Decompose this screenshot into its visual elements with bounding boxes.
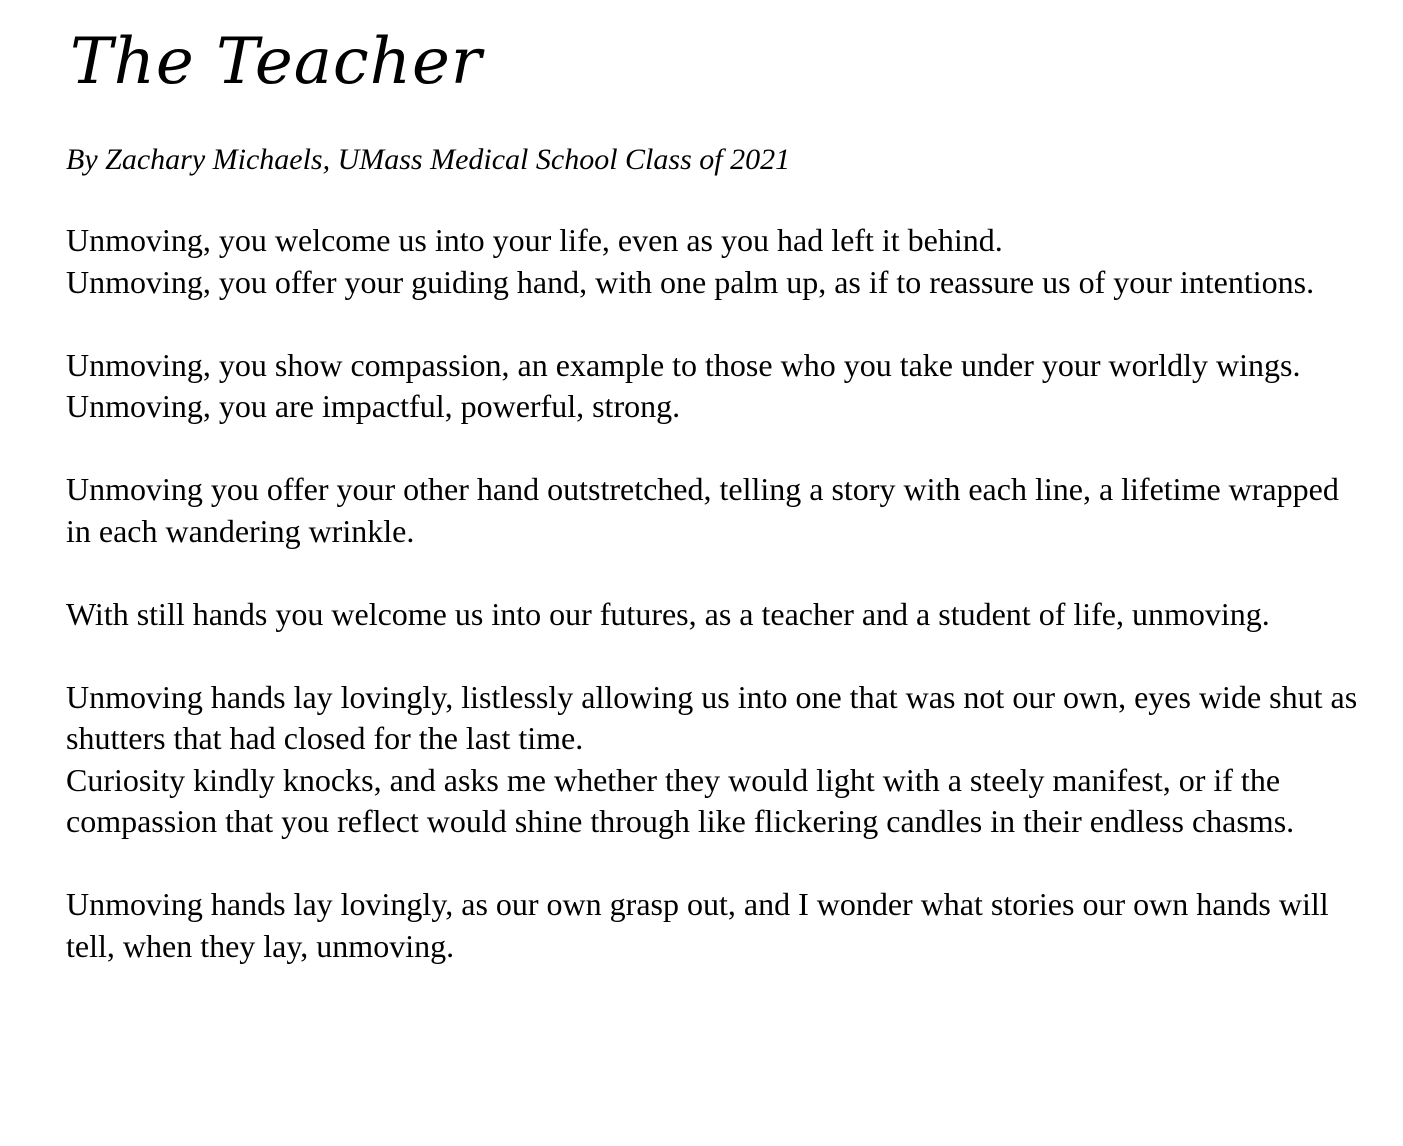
poem-line: Unmoving hands lay lovingly, as our own grasp out, and I wonder what stories our own hands will tell, when they lay, unmoving. bbox=[66, 886, 1329, 964]
poem-line: Unmoving you offer your other hand outstretched, telling a story with each line, a lifetime wrapped in each wandering wrinkle. bbox=[66, 471, 1339, 549]
poem-line: Unmoving, you show compassion, an example to those who you take under your worldly wings. Unmoving, you are impactful, powerful, strong. bbox=[66, 346, 1301, 424]
stanza-6 bbox=[66, 884, 1366, 967]
poem-line: Unmoving hands lay lovingly, listlessly allowing us into one that was not our own, eyes wide shut as shutters that had closed for the last time. bbox=[66, 678, 1358, 756]
stanza-5 bbox=[66, 677, 1366, 843]
stanza-2 bbox=[66, 345, 1366, 428]
stanza-1 bbox=[66, 220, 1366, 303]
stanza-3 bbox=[66, 469, 1366, 552]
poem-title: The Teacher bbox=[70, 25, 483, 99]
author-byline: By Zachary Michaels, UMass Medical School Class of 2021 bbox=[66, 143, 791, 176]
poem-line: Unmoving, you welcome us into your life, even as you had left it behind. bbox=[66, 222, 1003, 258]
poem-line: Unmoving, you offer your guiding hand, with one palm up, as if to reassure us of your intentions. bbox=[66, 263, 1315, 300]
poem-line: Curiosity kindly knocks, and asks me whether they would light with a steely manifest, or if the compassion that you reflect would shine through like flickering candles in their endless chasms. bbox=[66, 761, 1295, 839]
poem-line: With still hands you welcome us into our futures, as a teacher and a student of life, unmoving. bbox=[66, 595, 1270, 632]
poem-body bbox=[66, 220, 1366, 1009]
stanza-4 bbox=[66, 594, 1366, 636]
